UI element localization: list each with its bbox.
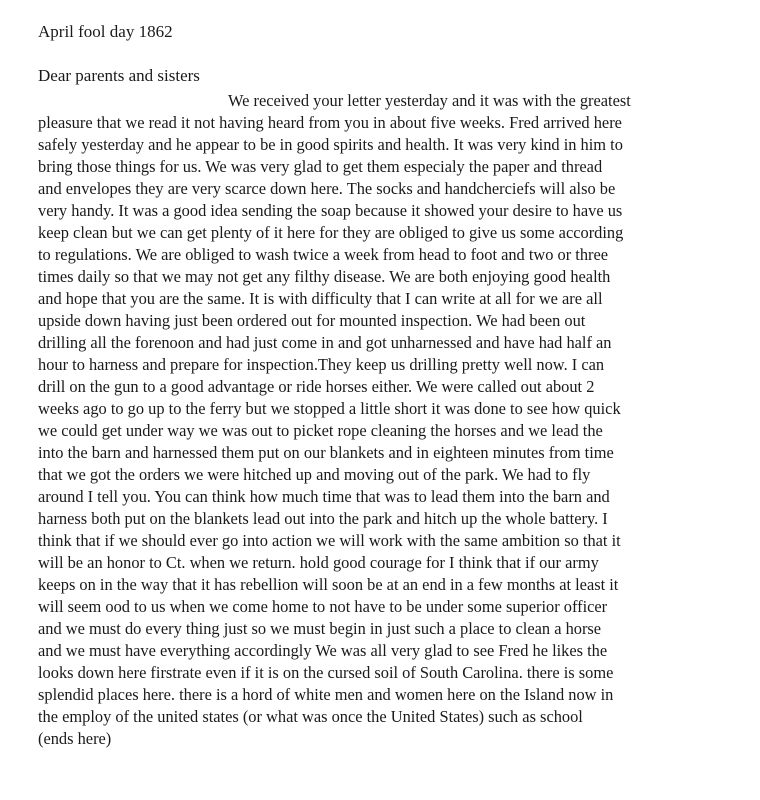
letter-line: drill on the gun to a good advantage or ride horses either. We were called out about 2	[38, 377, 595, 396]
letter-line: keeps on in the way that it has rebellion will soon be at an end in a few months at least it	[38, 575, 619, 594]
letter-line: upside down having just been ordered out for mounted inspection. We had been out	[38, 311, 586, 330]
letter-line: that we got the orders we were hitched up and moving out of the park. We had to fly	[38, 465, 591, 484]
letter-line: think that if we should ever go into action we will work with the same ambition so that it	[38, 531, 621, 550]
letter-line: we could get under way we was out to picket rope cleaning the horses and we lead the	[38, 421, 603, 440]
letter-line: and envelopes they are very scarce down here. The socks and handcherciefs will also be	[38, 179, 616, 198]
letter-line: splendid places here. there is a hord of white men and women here on the Island now in	[38, 685, 614, 704]
letter-line: the employ of the united states (or what was once the United States) such as school	[38, 707, 583, 726]
letter-line: will be an honor to Ct. when we return. hold good courage for I think that if our army	[38, 553, 599, 572]
letter-date: April fool day 1862	[38, 22, 173, 41]
letter-line: looks down here firstrate even if it is on the cursed soil of South Carolina. there is some	[38, 663, 614, 682]
letter-line: pleasure that we read it not having heard from you in about five weeks. Fred arrived here	[38, 113, 622, 132]
letter-line: drilling all the forenoon and had just come in and got unharnessed and have had half an	[38, 333, 612, 352]
letter-line: weeks ago to go up to the ferry but we stopped a little short it was done to see how quick	[38, 399, 621, 418]
letter-line: bring those things for us. We was very glad to get them especialy the paper and thread	[38, 157, 603, 176]
letter-line: times daily so that we may not get any filthy disease. We are both enjoying good health	[38, 267, 611, 286]
letter-line: keep clean but we can get plenty of it here for they are obliged to give us some according	[38, 223, 624, 242]
letter-line: to regulations. We are obliged to wash twice a week from head to foot and two or three	[38, 245, 609, 264]
letter-line: harness both put on the blankets lead out into the park and hitch up the whole battery. I	[38, 509, 608, 528]
letter-line: around I tell you. You can think how much time that was to lead them into the barn and	[38, 487, 610, 506]
letter-line: into the barn and harnessed them put on our blankets and in eighteen minutes from time	[38, 443, 614, 462]
letter-line: We received your letter yesterday and it was with the greatest	[228, 91, 631, 110]
letter-salutation: Dear parents and sisters	[38, 66, 200, 85]
letter-body	[38, 90, 758, 750]
letter-line: safely yesterday and he appear to be in good spirits and health. It was very kind in him to	[38, 135, 623, 154]
letter-closing-note: (ends here)	[38, 729, 112, 748]
letter-line: hour to harness and prepare for inspection.They keep us drilling pretty well now. I can	[38, 355, 605, 374]
letter-line: very handy. It was a good idea sending the soap because it showed your desire to have us	[38, 201, 623, 220]
letter-line: will seem ood to us when we come home to not have to be under some superior officer	[38, 597, 608, 616]
letter-line: and we must do every thing just so we must begin in just such a place to clean a horse	[38, 619, 602, 638]
letter-line: and hope that you are the same. It is with difficulty that I can write at all for we are all	[38, 289, 603, 308]
letter-line: and we must have everything accordingly We was all very glad to see Fred he likes the	[38, 641, 608, 660]
